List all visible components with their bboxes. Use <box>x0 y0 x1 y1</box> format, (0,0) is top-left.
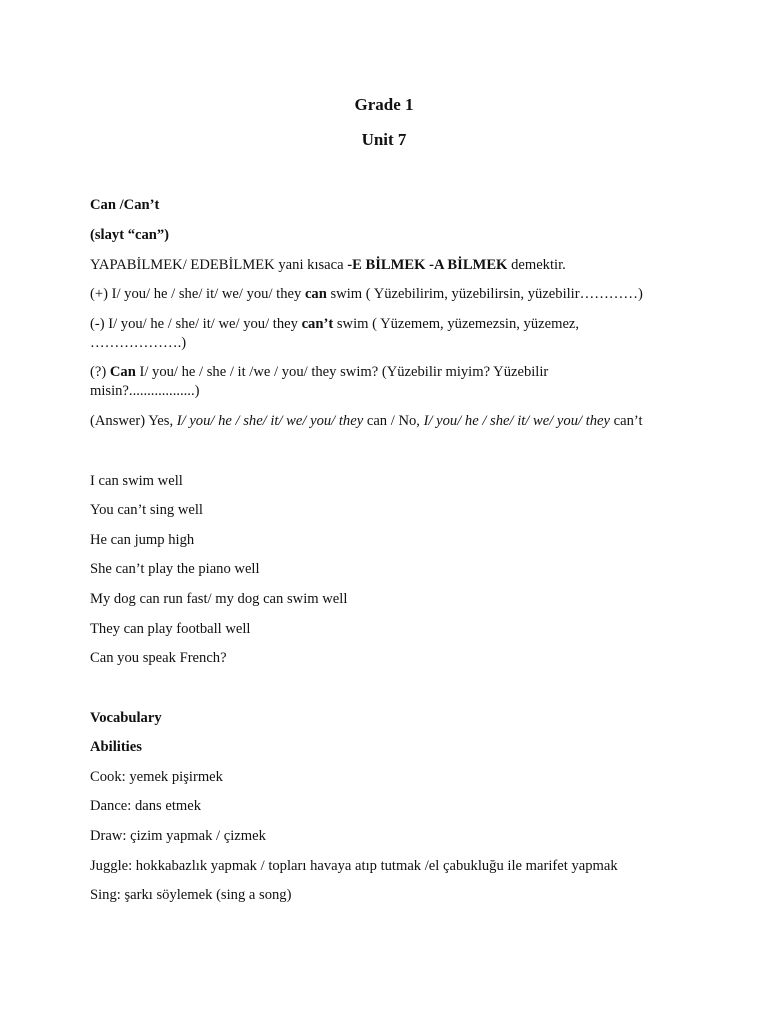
vocabulary-item: Cook: yemek pişirmek <box>90 769 223 785</box>
question-rule-cont: misin?..................) <box>90 383 200 399</box>
meaning-text-end: demektir. <box>507 257 566 273</box>
unit-title: Unit 7 <box>361 130 407 149</box>
example-sentence: Can you speak French? <box>90 650 227 666</box>
slide-note: (slayt “can”) <box>90 227 170 243</box>
answer-text: (Answer) Yes, <box>90 413 177 429</box>
negative-bold: can’t <box>301 316 334 332</box>
vocabulary-item: Juggle: hokkabazlık yapmak / topları havaya atıp tutmak /el çabukluğu ile marifet yapmak <box>90 858 618 874</box>
vocabulary-item: Sing: şarkı söylemek (sing a song) <box>90 887 292 903</box>
positive-rule <box>90 285 643 303</box>
example-sentence: You can’t sing well <box>90 502 203 518</box>
question-text: (?) <box>90 364 110 380</box>
grade-title: Grade 1 <box>354 95 414 114</box>
example-sentence: My dog can run fast/ my dog can swim well <box>90 591 348 607</box>
negative-rule-cont: ……………….) <box>90 335 187 351</box>
vocabulary-item: Draw: çizim yapmak / çizmek <box>90 828 266 844</box>
negative-text: (-) I/ you/ he / she/ it/ we/ you/ they <box>90 316 302 332</box>
negative-text-end: swim ( Yüzemem, yüzemezsin, yüzemez, <box>333 316 580 332</box>
example-sentence: She can’t play the piano well <box>90 561 260 577</box>
question-bold: Can <box>109 364 136 380</box>
answer-italic-2: I/ you/ he / she/ it/ we/ you/ they <box>423 413 611 429</box>
answer-italic-1: I/ you/ he / she/ it/ we/ you/ they <box>176 413 364 429</box>
negative-rule <box>90 315 579 333</box>
question-rule <box>90 363 548 381</box>
example-sentence: I can swim well <box>90 473 183 489</box>
positive-bold: can <box>304 286 327 302</box>
question-text-end: I/ you/ he / she / it /we / you/ they swim? (Yüzebilir miyim? Yüzebilir <box>135 364 549 380</box>
meaning-bold: -E BİLMEK -A BİLMEK <box>347 257 508 273</box>
answer-text-mid: can / No, <box>363 413 424 429</box>
positive-text: (+) I/ you/ he / she/ it/ we/ you/ they <box>90 286 305 302</box>
vocabulary-item: Dance: dans etmek <box>90 798 202 814</box>
example-sentence: He can jump high <box>90 532 195 548</box>
positive-text-end: swim ( Yüzebilirim, yüzebilirsin, yüzebilir…………) <box>326 286 643 302</box>
vocabulary-heading: Vocabulary <box>90 710 162 726</box>
abilities-subheading: Abilities <box>90 739 142 755</box>
answer-text-end: can’t <box>610 413 643 429</box>
example-sentence: They can play football well <box>90 621 251 637</box>
grammar-heading: Can /Can’t <box>90 197 160 213</box>
meaning-text: YAPABİLMEK/ EDEBİLMEK yani kısaca <box>90 257 348 273</box>
answer-rule <box>90 412 643 430</box>
meaning-line <box>90 256 566 274</box>
